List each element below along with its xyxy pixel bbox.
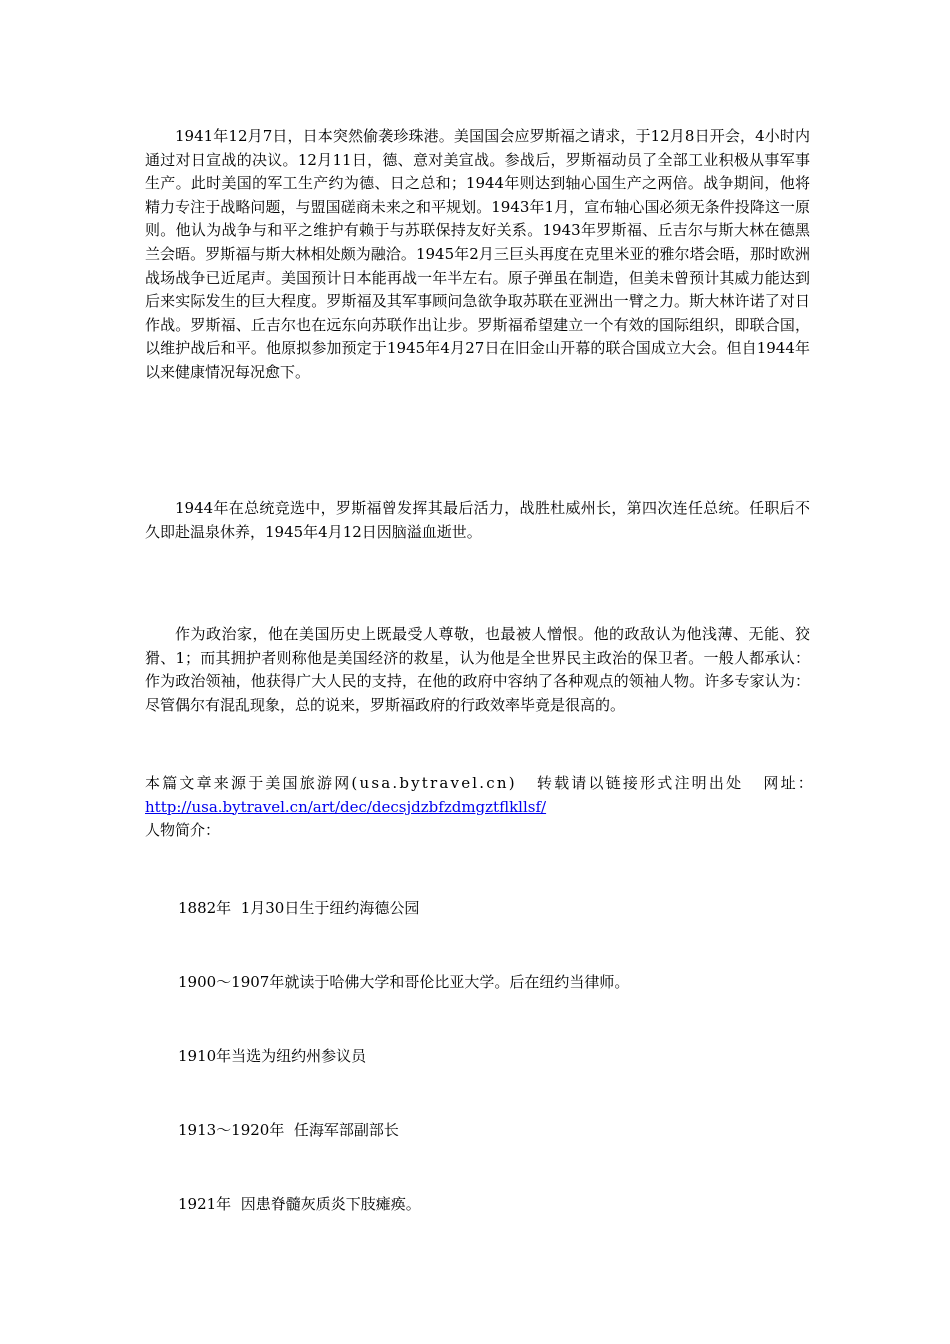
paragraph-fourth-term-death: 1944年在总统竞选中，罗斯福曾发挥其最后活力，战胜杜威州长，第四次连任总统。任职后不久即赴温泉休养，1945年4月12日因脑溢血逝世。 xyxy=(145,499,810,541)
bio-heading: 人物简介： xyxy=(145,821,221,840)
timeline-item-education: 1900～1907年就读于哈佛大学和哥伦比亚大学。后在纽约当律师。 xyxy=(178,973,630,991)
paragraph-legacy: 作为政治家，他在美国历史上既最受人尊敬，也最被人憎恨。他的政敌认为他浅薄、无能、狡猾、1；而其拥护者则称他是美国经济的救星，认为他是全世界民主政治的保卫者。一般人都承认：作为政治领袖，他获得广大人民的支持，在他的政府中容纳了各种观点的领袖人物。许多专家认为：尽管偶尔有混乱现象，总的说来，罗斯福政府的行政效率毕竟是很高的。 xyxy=(145,625,810,714)
source-attribution xyxy=(145,772,815,843)
timeline-item-birth: 1882年 1月30日生于纽约海德公园 xyxy=(178,899,420,917)
source-url-link[interactable]: http://usa.bytravel.cn/art/dec/decsjdzbfzdmgztflkllsf/ xyxy=(145,797,547,816)
source-line xyxy=(145,772,815,796)
timeline-item-navy: 1913～1920年 任海军部副部长 xyxy=(178,1121,399,1139)
timeline-item-state-senator: 1910年当选为纽约州参议员 xyxy=(178,1047,367,1065)
source-url-label: 网址： xyxy=(763,774,815,792)
source-reprint-note: 转载请以链接形式注明出处 xyxy=(536,774,744,792)
timeline-item-polio: 1921年 因患脊髓灰质炎下肢瘫痪。 xyxy=(178,1195,421,1213)
source-origin: 本篇文章来源于美国旅游网(usa.bytravel.cn) xyxy=(145,774,517,792)
paragraph-ww2-leadership: 1941年12月7日，日本突然偷袭珍珠港。美国国会应罗斯福之请求，于12月8日开会，4小时内通过对日宣战的决议。12月11日，德、意对美宣战。参战后，罗斯福动员了全部工业积极从事军事生产。此时美国的军工生产约为德、日之总和；1944年则达到轴心国生产之两倍。战争期间，他将精力专注于战略问题，与盟国磋商未来之和平规划。1943年1月，宣布轴心国必须无条件投降这一原则。他认为战争与和平之维护有赖于与苏联保持友好关系。1943年罗斯福、丘吉尔与斯大林在德黑兰会晤。罗斯福与斯大林相处颇为融洽。1945年2月三巨头再度在克里米亚的雅尔塔会晤，那时欧洲战场战争已近尾声。美国预计日本能再战一年半左右。原子弹虽在制造，但美未曾预计其威力能达到后来实际发生的巨大程度。罗斯福及其军事顾问急欲争取苏联在亚洲出一臂之力。斯大林许诺了对日作战。罗斯福、丘吉尔也在远东向苏联作出让步。罗斯福希望建立一个有效的国际组织，即联合国，以维护战后和平。他原拟参加预定于1945年4月27日在旧金山开幕的联合国成立大会。但自1944年以来健康情况每况愈下。 xyxy=(145,127,810,381)
